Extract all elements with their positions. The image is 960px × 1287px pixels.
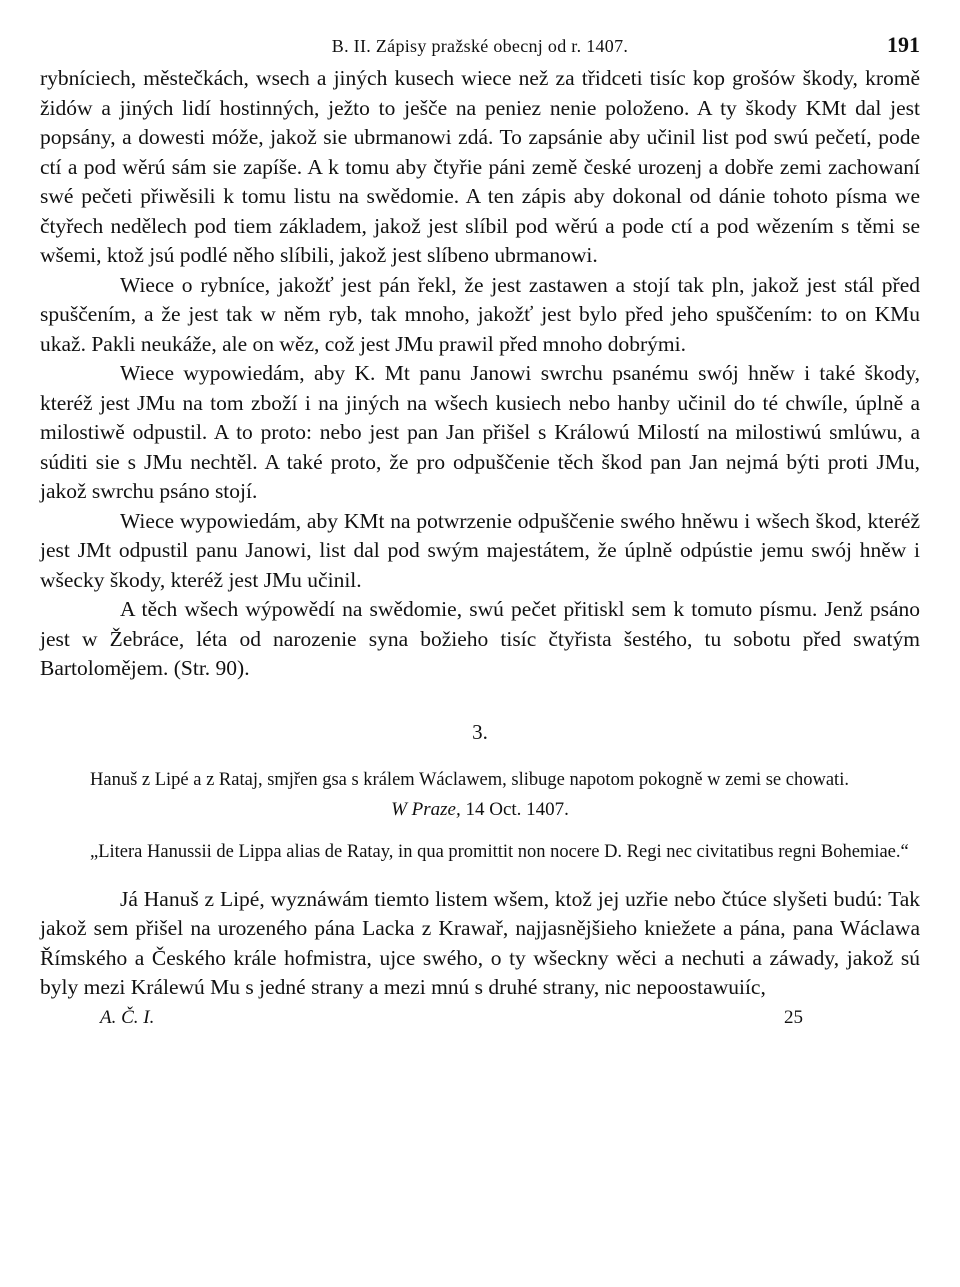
section-number: 3. xyxy=(472,719,488,744)
page-footer xyxy=(40,1007,920,1037)
dateline xyxy=(40,799,920,821)
paragraph: rybníciech, městečkách, wsech a jiných kusech wiece než za třidceti tisíc kop grošów škody, kromě židów a jiných lidí hostinných, ježto to ješče na peniez nenie položeno. A ty škody KMt dal jest popsány, a dowesti móže, jakož sie ubrmanowi zdá. To zapsánie aby učinil list pod swú pečetí, pode ctí a pod wěrú sám sie zapíše. A k tomu aby čtyřie páni země české urozenj a dobře zemi zachowaní swé pečeti přiwěsili k tomu listu na swědomie. A ten zápis aby dokonal od dánie tohoto písma we čtyřech nedělech pod tiem základem, jakož jest slíbil pod wěrú a pode ctí a pod wězením s těmi se wšemi, ktož jsú podlé něho slíbili, jakož jest slíbeno ubrmanowi. xyxy=(40,66,920,267)
dateline-date: 14 Oct. 1407. xyxy=(465,798,569,820)
sheet-number: 25 xyxy=(784,1006,803,1028)
signature-mark: A. Č. I. xyxy=(100,1006,155,1028)
running-title: B. II. Zápisy pražské obecnj od r. 1407. xyxy=(331,36,629,56)
paragraph: A těch wšech wýpowědí na swědomie, swú pečet přitiskl sem k tomuto písmu. Jenž psáno jest w Žebráce, léta od narozenie syna božieho tisíc čtyřista šestého, tu sobotu před swatým Bartolomějem. (Str. 90). xyxy=(40,597,920,680)
page-number: 191 xyxy=(887,32,920,57)
dateline-place: W Praze, xyxy=(391,798,461,820)
paragraph: Wiece wypowiedám, aby K. Mt panu Janowi swrchu psanému swój hněw i také škody, kteréž jest JMu na tom zboží i na jiných na wšech kusiech nebo hanby učinil do té chwíle, úplně a milostiwě odpustil. A to proto: nebo jest pan Jan přišel s Králowú Milostí na milostiwú smlúwu, a súditi sie s JMu nechtěl. A také proto, že pro odpuščenie těch škod pan Jan nejmá býti proti JMu, jakož swrchu psáno stojí. xyxy=(40,361,920,503)
paragraph: Já Hanuš z Lipé, wyznáwám tiemto listem wšem, ktož jej uzřie nebo čtúce slyšeti budú: Tak jakož sem přišel na urozeného pána Lacka z Krawař, najjasnějšieho kniežete a pána, pana Wáclawa Římského a Českého krále hofmistra, ujce swého, o ty wšeckny wěci a nechuti a záwady, jakož sú byly mezi Králewú Mu s jedné strany a mezi mnú s druhé strany, nic nepoostawuiíc, xyxy=(40,886,920,999)
section-summary: Hanuš z Lipé a z Rataj, smjřen gsa s králem Wáclawem, slibuge napotom pokogně w zemi se chowati. xyxy=(90,769,849,790)
document-page xyxy=(40,30,920,1037)
section-body xyxy=(40,885,920,1003)
paragraph: Wiece wypowiedám, aby KMt na potwrzenie odpuščenie swého hněwu i wšech škod, kteréž jest JMt odpustil panu Janowi, list dal pod swým majestátem, že úplně odpústie jemu swój hněw i wšecky škody, kteréž jest JMu učinil. xyxy=(40,508,920,592)
page-header xyxy=(40,30,920,64)
main-text xyxy=(40,64,920,684)
latin-title: „Litera Hanussii de Lippa alias de Ratay, in qua promittit non nocere D. Regi nec civitatibus regni Bohemiae.“ xyxy=(90,841,909,862)
paragraph: Wiece o rybníce, jakožť jest pán řekl, že jest zastawen a stojí tak pln, jakož jest stál před spuščením, a že jest tak w něm ryb, tak mnoho, jakožť jest bylo před jeho spuščením: to on KMu ukaž. Pakli neukáže, ale on wěz, což jest JMu prawil před mnoho dobrými. xyxy=(40,272,920,356)
